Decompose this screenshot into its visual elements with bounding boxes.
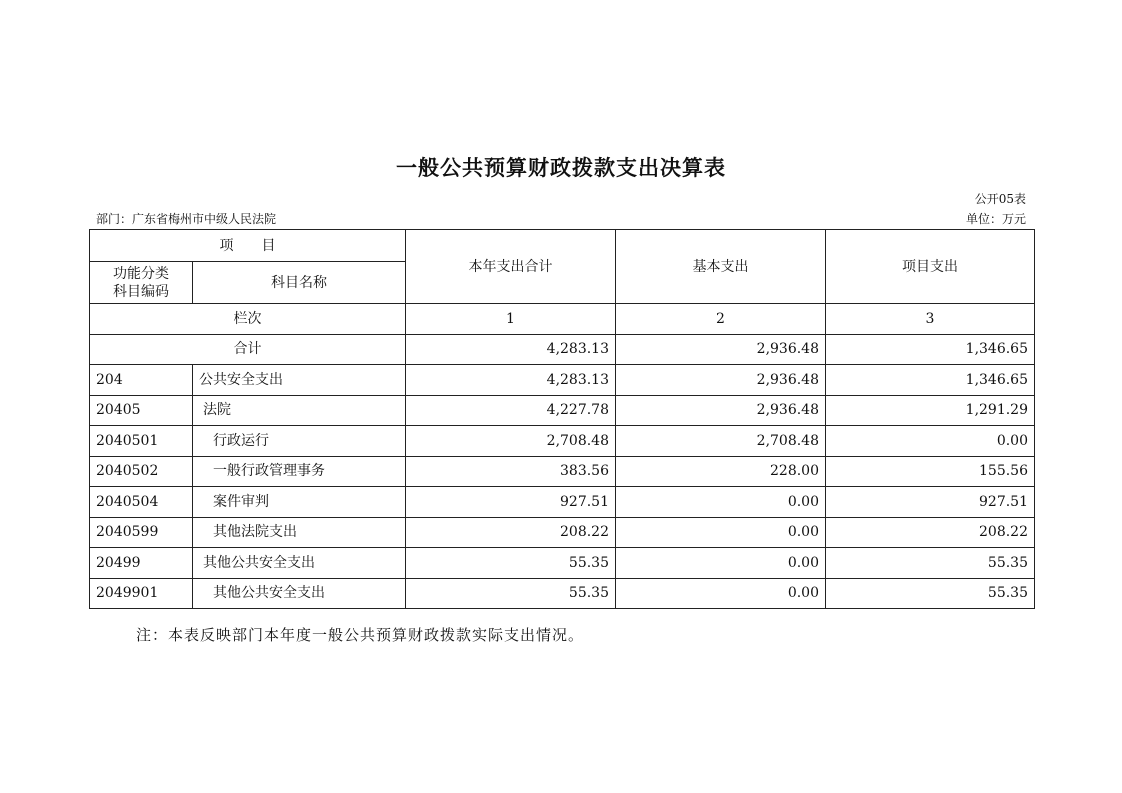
- header-code: [90, 262, 193, 304]
- page-title: 一般公共预算财政拨款支出决算表: [396, 155, 726, 180]
- row-project: 208.22: [826, 517, 1035, 548]
- row-code: 2040504: [90, 487, 193, 518]
- form-number: 公开05表: [974, 192, 1026, 206]
- row-basic: 228.00: [616, 456, 826, 487]
- table-row: [90, 395, 1035, 426]
- row-name: 其他法院支出: [193, 517, 406, 548]
- table-row: [90, 517, 1035, 548]
- row-total: 55.35: [406, 578, 616, 609]
- header-code-line1: 功能分类: [113, 265, 169, 282]
- total-label: 合计: [90, 334, 406, 365]
- department-label: 部门：广东省梅州市中级人民法院: [96, 212, 277, 226]
- row-project: 1,346.65: [826, 365, 1035, 396]
- row-name: 案件审判: [193, 487, 406, 518]
- row-project: 0.00: [826, 426, 1035, 457]
- row-project: 927.51: [826, 487, 1035, 518]
- column-index-3: 3: [826, 304, 1035, 335]
- row-total: 927.51: [406, 487, 616, 518]
- column-index-1: 1: [406, 304, 616, 335]
- row-total: 55.35: [406, 548, 616, 579]
- row-basic: 0.00: [616, 517, 826, 548]
- row-project: 155.56: [826, 456, 1035, 487]
- table-row: [90, 548, 1035, 579]
- row-basic: 0.00: [616, 548, 826, 579]
- header-row-1: [90, 230, 1035, 262]
- row-name: 法院: [193, 395, 406, 426]
- row-basic: 2,936.48: [616, 365, 826, 396]
- expenditure-table: [89, 229, 1035, 609]
- row-total: 383.56: [406, 456, 616, 487]
- column-index-label: 栏次: [90, 304, 406, 335]
- row-total: 208.22: [406, 517, 616, 548]
- row-basic: 2,708.48: [616, 426, 826, 457]
- total-project: 1,346.65: [826, 334, 1035, 365]
- row-code: 2040501: [90, 426, 193, 457]
- header-project: 项目支出: [826, 230, 1035, 304]
- row-name: 公共安全支出: [193, 365, 406, 396]
- footnote: 注：本表反映部门本年度一般公共预算财政拨款实际支出情况。: [136, 626, 585, 644]
- header-code-line2: 科目编码: [113, 283, 169, 300]
- row-code: 20499: [90, 548, 193, 579]
- total-basic: 2,936.48: [616, 334, 826, 365]
- header-item: 项 目: [90, 230, 406, 262]
- row-code: 20405: [90, 395, 193, 426]
- row-code: 2049901: [90, 578, 193, 609]
- header-basic: 基本支出: [616, 230, 826, 304]
- row-total: 4,227.78: [406, 395, 616, 426]
- header-total: 本年支出合计: [406, 230, 616, 304]
- total-total: 4,283.13: [406, 334, 616, 365]
- table-row: [90, 487, 1035, 518]
- row-code: 2040502: [90, 456, 193, 487]
- total-row: [90, 334, 1035, 365]
- row-code: 204: [90, 365, 193, 396]
- row-code: 2040599: [90, 517, 193, 548]
- row-basic: 0.00: [616, 578, 826, 609]
- table-row: [90, 578, 1035, 609]
- row-basic: 0.00: [616, 487, 826, 518]
- row-name: 行政运行: [193, 426, 406, 457]
- row-project: 55.35: [826, 548, 1035, 579]
- column-index-2: 2: [616, 304, 826, 335]
- column-index-row: [90, 304, 1035, 335]
- row-name: 其他公共安全支出: [193, 548, 406, 579]
- unit-label: 单位：万元: [965, 212, 1026, 226]
- table-row: [90, 365, 1035, 396]
- row-project: 1,291.29: [826, 395, 1035, 426]
- row-name: 其他公共安全支出: [193, 578, 406, 609]
- row-total: 4,283.13: [406, 365, 616, 396]
- row-project: 55.35: [826, 578, 1035, 609]
- row-basic: 2,936.48: [616, 395, 826, 426]
- table-row: [90, 456, 1035, 487]
- table-row: [90, 426, 1035, 457]
- header-subject-name: 科目名称: [193, 262, 406, 304]
- row-total: 2,708.48: [406, 426, 616, 457]
- row-name: 一般行政管理事务: [193, 456, 406, 487]
